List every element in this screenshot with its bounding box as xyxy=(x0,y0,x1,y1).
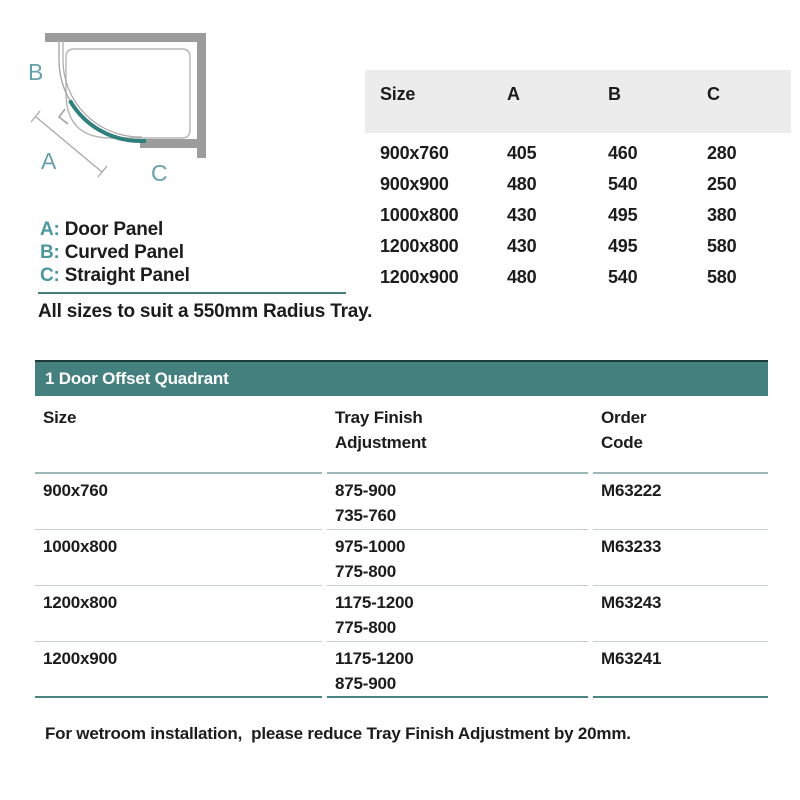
dimension-cell: 1200x800 xyxy=(380,236,459,256)
table-row xyxy=(35,586,768,642)
dimensions-table-header xyxy=(365,70,791,133)
size-cell: 900x760 xyxy=(35,474,322,530)
dimension-cell: 430 xyxy=(507,205,537,225)
dimension-cell: 540 xyxy=(608,267,638,287)
table-row xyxy=(35,642,768,698)
dimension-cell: 430 xyxy=(507,236,537,256)
dimension-cell: 480 xyxy=(507,267,537,287)
column-header-size: Size xyxy=(380,84,416,104)
door-direction-arrow xyxy=(59,109,68,124)
legend-label-b: Curved Panel xyxy=(64,242,184,263)
top-wall xyxy=(45,33,206,42)
panel-label-a: A xyxy=(41,148,57,174)
dimension-cell: 900x900 xyxy=(380,174,449,194)
legend-key-a: A: xyxy=(40,219,60,240)
straight-panel-bar xyxy=(140,139,197,148)
dimension-cell: 1200x900 xyxy=(380,267,459,287)
panel-label-c: C xyxy=(151,160,168,186)
legend-item-curved-panel xyxy=(40,241,190,264)
panel-label-b: B xyxy=(28,59,44,85)
table-row xyxy=(35,530,768,586)
legend-item-door-panel xyxy=(40,218,190,241)
adjustment-range: 1175-1200 xyxy=(335,593,414,612)
table-row xyxy=(365,200,791,231)
adjustment-range: 1175-1200 xyxy=(335,649,414,668)
dimension-cell: 540 xyxy=(608,174,638,194)
product-table-title: 1 Door Offset Quadrant xyxy=(35,360,768,396)
header-line: Adjustment xyxy=(335,433,427,452)
size-cell: 1200x800 xyxy=(35,586,322,642)
dimension-cell: 495 xyxy=(608,236,638,256)
order-code-cell: M63241 xyxy=(593,642,768,698)
header-line: Size xyxy=(43,408,77,427)
size-cell: 1200x900 xyxy=(35,642,322,698)
table-row xyxy=(35,474,768,530)
dimension-cell: 495 xyxy=(608,205,638,225)
dimension-cell: 900x760 xyxy=(380,143,449,163)
table-row xyxy=(365,262,791,293)
dimension-cell: 1000x800 xyxy=(380,205,459,225)
dimension-cell: 405 xyxy=(507,143,537,163)
tray-finish-adjustment-cell xyxy=(327,586,588,642)
table-row xyxy=(365,231,791,262)
column-header-a: A xyxy=(507,84,520,104)
column-header-order-code xyxy=(593,396,768,474)
adjustment-range: 775-800 xyxy=(335,562,396,581)
tray-finish-adjustment-cell xyxy=(327,474,588,530)
dimension-cell: 250 xyxy=(707,174,737,194)
enclosure-diagram xyxy=(15,20,215,200)
legend-label-a: Door Panel xyxy=(64,219,164,240)
table-row xyxy=(365,169,791,200)
wetroom-footnote: For wetroom installation, please reduce Tray Finish Adjustment by 20mm. xyxy=(45,724,631,743)
dimension-cell: 480 xyxy=(507,174,537,194)
curved-panel-inner-line xyxy=(63,41,142,137)
adjustment-range: 975-1000 xyxy=(335,537,406,556)
tray-outline xyxy=(66,49,190,138)
order-code-cell: M63233 xyxy=(593,530,768,586)
dimension-cell: 580 xyxy=(707,267,737,287)
order-code-cell: M63222 xyxy=(593,474,768,530)
product-table-body xyxy=(35,474,768,698)
dimension-cell: 580 xyxy=(707,236,737,256)
header-line: Code xyxy=(601,433,643,452)
column-header-c: C xyxy=(707,84,720,104)
header-line: Tray Finish xyxy=(335,408,423,427)
adjustment-range: 735-760 xyxy=(335,506,396,525)
adjustment-range: 875-900 xyxy=(335,481,396,500)
dimension-cell: 280 xyxy=(707,143,737,163)
order-code-cell: M63243 xyxy=(593,586,768,642)
legend-item-straight-panel xyxy=(40,264,190,287)
column-header-b: B xyxy=(608,84,621,104)
tray-size-note: All sizes to suit a 550mm Radius Tray. xyxy=(38,301,373,322)
dimensions-table-body xyxy=(365,133,791,293)
legend-divider-line xyxy=(38,292,346,294)
adjustment-range: 775-800 xyxy=(335,618,396,637)
tray-finish-adjustment-cell xyxy=(327,642,588,698)
dimension-cell: 380 xyxy=(707,205,737,225)
column-header-tray-finish-adjustment xyxy=(327,396,588,474)
right-wall xyxy=(197,33,206,158)
adjustment-range: 875-900 xyxy=(335,674,396,693)
legend-key-b: B: xyxy=(40,242,60,263)
column-header-size xyxy=(35,396,322,474)
legend-key-c: C: xyxy=(40,265,60,286)
product-table xyxy=(35,360,768,698)
door-panel-arc xyxy=(70,101,146,142)
panel-dimensions-table xyxy=(365,70,791,293)
panel-legend xyxy=(40,218,190,287)
tray-finish-adjustment-cell xyxy=(327,530,588,586)
product-table-header xyxy=(35,396,768,474)
legend-label-c: Straight Panel xyxy=(64,265,190,286)
table-row xyxy=(365,138,791,169)
header-line: Order xyxy=(601,408,647,427)
dimension-cell: 460 xyxy=(608,143,638,163)
size-cell: 1000x800 xyxy=(35,530,322,586)
